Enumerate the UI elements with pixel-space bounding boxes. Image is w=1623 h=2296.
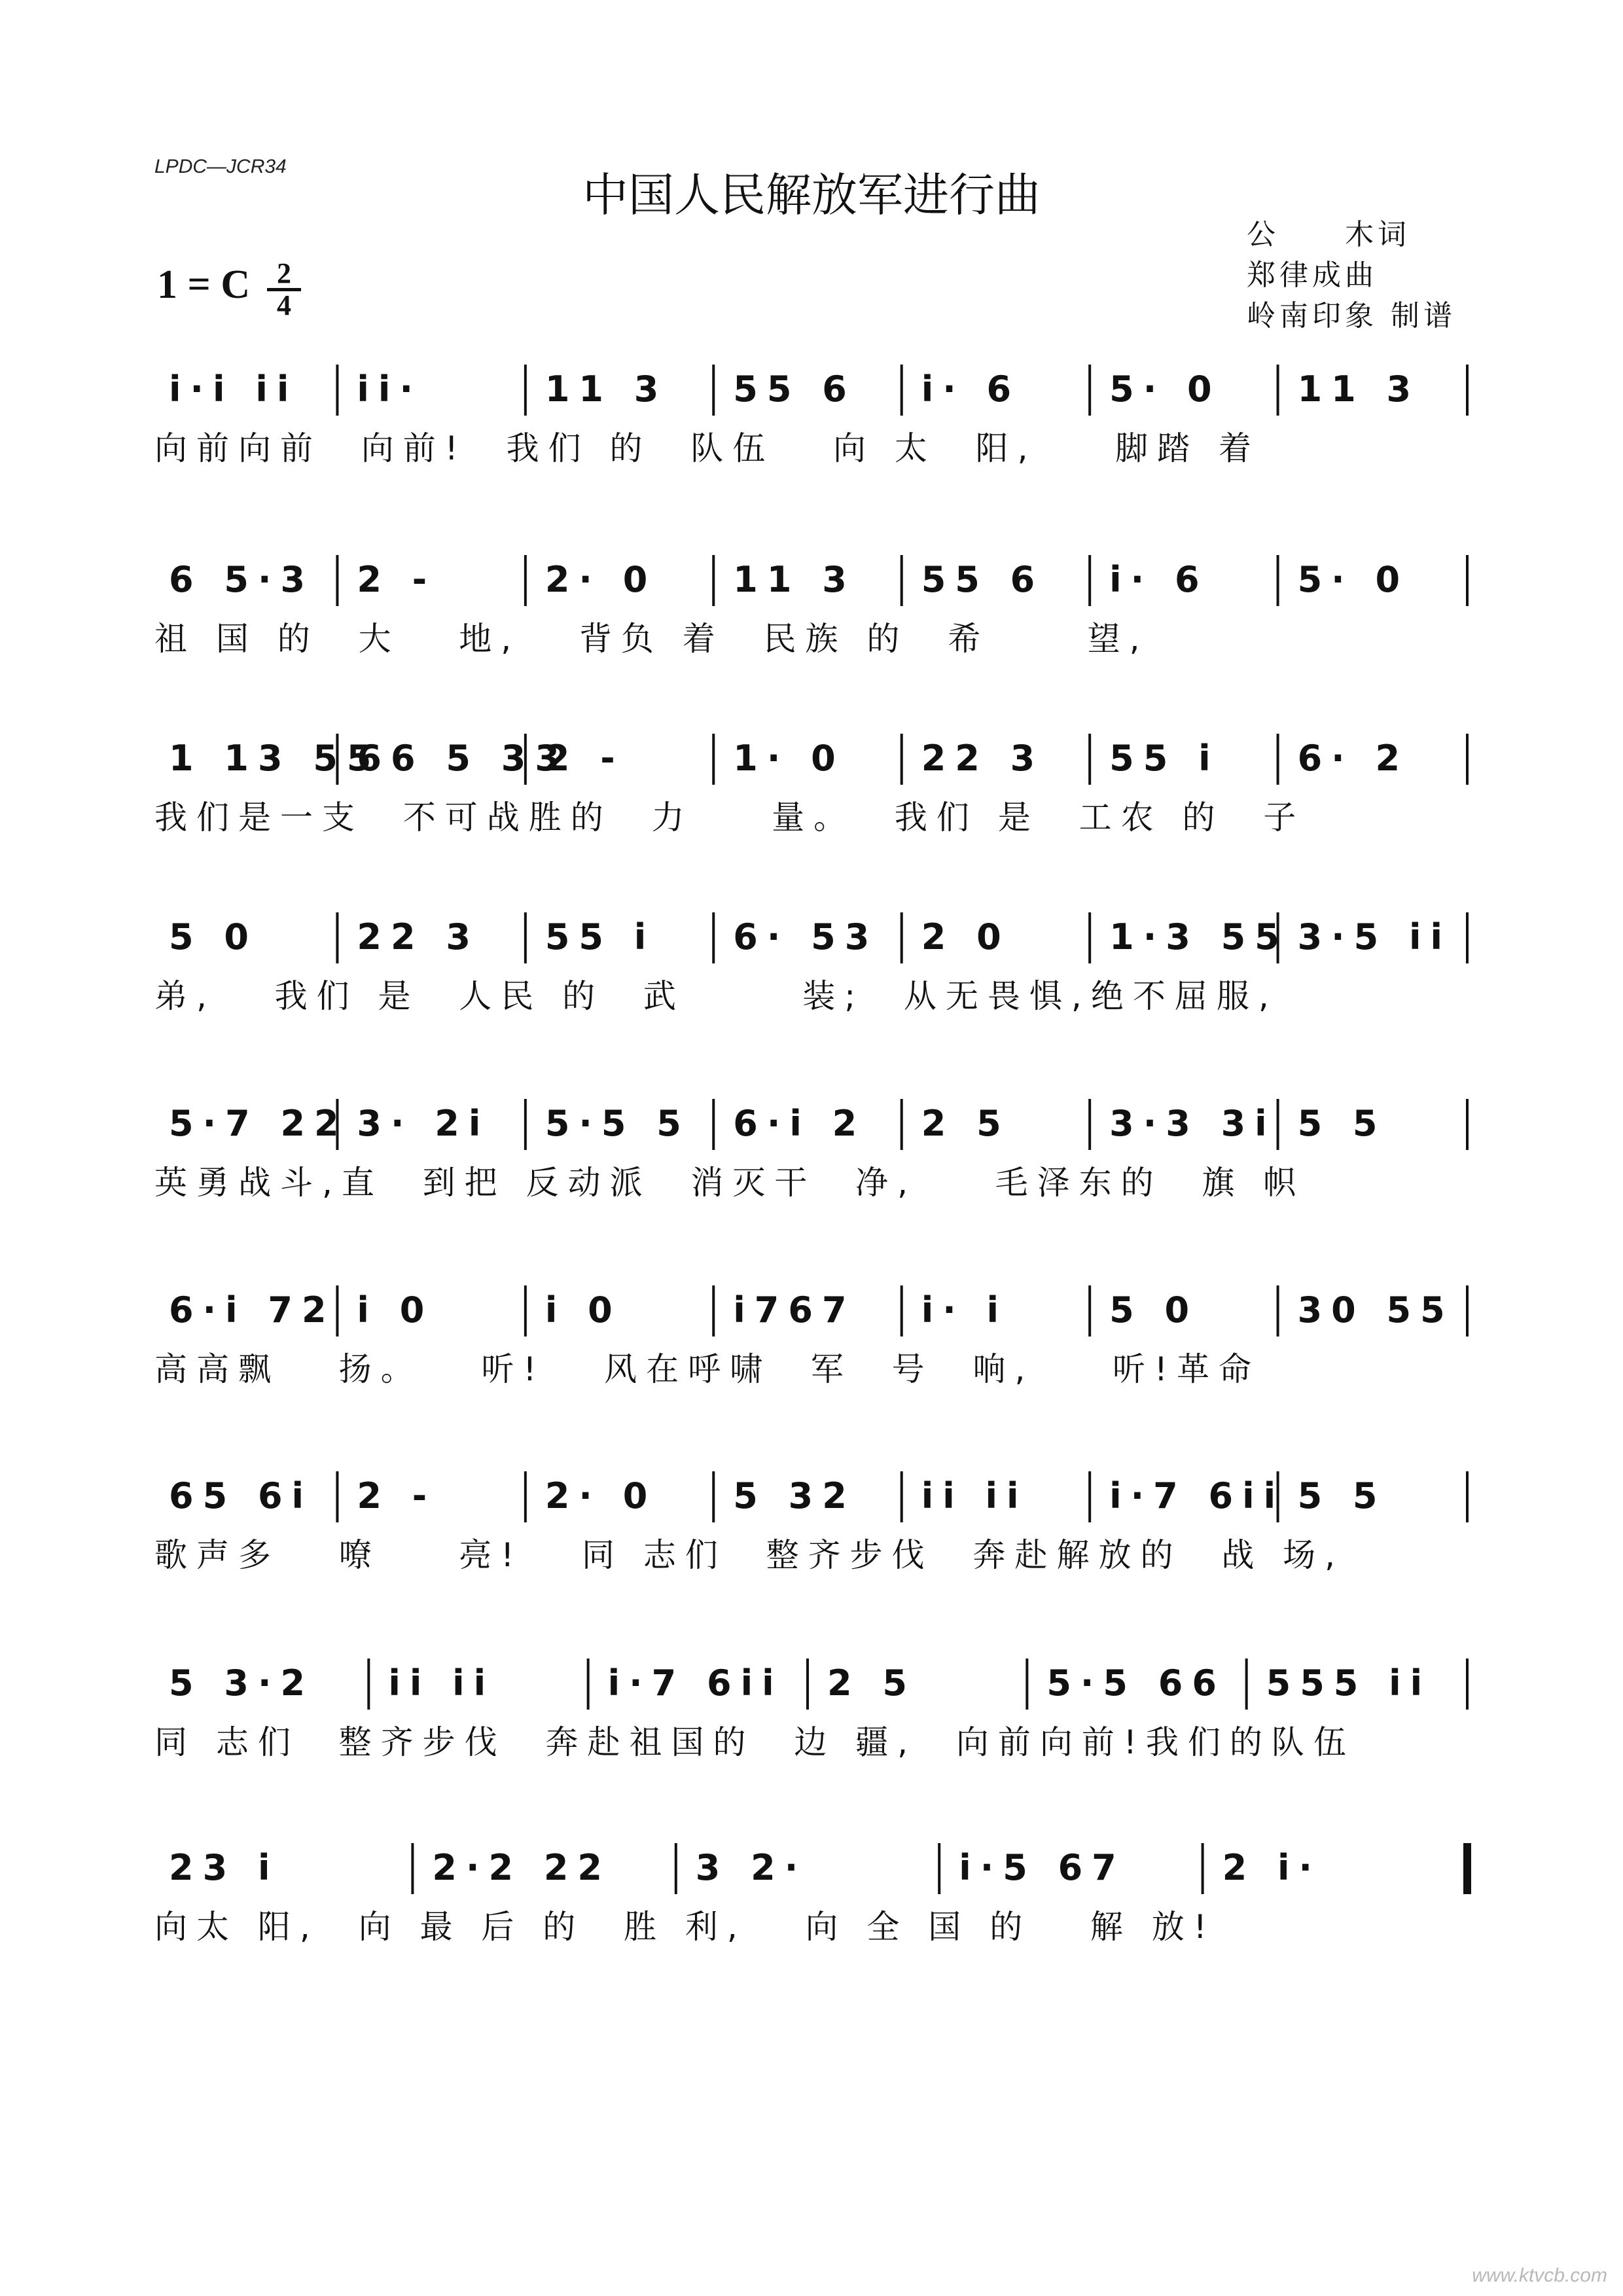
measure-notes: 6·i 72 — [169, 1289, 336, 1331]
lyric-line: 我们是一支 不可战胜的 力 量。 我们 是 工农 的 子 — [154, 798, 1306, 836]
measure-notes: ii ii — [388, 1662, 495, 1704]
measure-notes: 5·5 66 — [1046, 1662, 1226, 1704]
note-row-svg — [154, 1829, 1471, 1907]
note-row-svg — [154, 1457, 1471, 1535]
note-row-svg — [154, 541, 1471, 619]
time-signature-denominator: 4 — [277, 289, 291, 321]
note-row — [154, 1085, 1471, 1163]
measure-notes: 2 0 — [921, 916, 1010, 958]
measure-notes: 3 2· — [695, 1847, 808, 1888]
score-code: LPDC—JCR34 — [154, 156, 287, 177]
note-row — [154, 1644, 1471, 1723]
measure-notes: 2 5 — [827, 1662, 916, 1704]
measure-notes: ii ii — [921, 1475, 1028, 1516]
lyric-line: 歌声多 嘹 亮! 同 志们 整齐步伐 奔赴解放的 战 场, — [154, 1536, 1345, 1574]
measure-notes: 11 3 — [733, 559, 856, 600]
measure-notes: 55 i — [544, 916, 656, 958]
note-row — [154, 719, 1471, 798]
measure-notes: 6·i 2 — [733, 1103, 866, 1144]
measure-notes: i· 6 — [921, 368, 1021, 410]
measure-notes: 3·3 3i — [1109, 1103, 1276, 1144]
lyric-line: 英勇战斗,直 到把 反动派 消灭干 净, 毛泽东的 旗 帜 — [154, 1164, 1306, 1202]
measure-notes: 66 5 33 — [357, 738, 569, 779]
measure-notes: 3·5 ii — [1297, 916, 1452, 958]
measure-notes: 5 32 — [733, 1475, 856, 1516]
measure-notes: 5 0 — [169, 916, 258, 958]
measure-notes: i 0 — [357, 1289, 434, 1331]
measure-notes: 2 - — [357, 1475, 437, 1516]
measure-notes: 22 3 — [357, 916, 480, 958]
note-row — [154, 898, 1471, 977]
measure-notes: 555 ii — [1266, 1662, 1432, 1704]
measure-notes: 23 i — [169, 1847, 279, 1888]
measure-notes: i·7 6ii — [607, 1662, 783, 1704]
measure-notes: 65 6i — [169, 1475, 313, 1516]
measure-notes: ii· — [357, 368, 422, 410]
measure-notes: 6 5·3 — [169, 559, 315, 600]
measure-notes: 55 6 — [921, 559, 1044, 600]
credits — [1247, 215, 1456, 336]
arranger-credit: 岭南印象 制谱 — [1247, 299, 1456, 332]
measure-notes: 5·7 22 — [169, 1103, 348, 1144]
measure-notes: 1 13 55 — [169, 738, 381, 779]
measure-notes: 55 6 — [733, 368, 856, 410]
measure-notes: i· 6 — [1109, 559, 1209, 600]
note-row — [154, 1829, 1471, 1907]
note-row-svg — [154, 1644, 1471, 1723]
measure-notes: i· i — [921, 1289, 1008, 1331]
note-row-svg — [154, 1085, 1471, 1163]
note-row-svg — [154, 1271, 1471, 1350]
measure-notes: 5·5 5 — [544, 1103, 690, 1144]
measure-notes: 5· 0 — [1109, 368, 1221, 410]
measure-notes: 1· 0 — [733, 738, 845, 779]
key-signature: 1 = C — [157, 262, 251, 307]
measure-notes: i·5 67 — [959, 1847, 1126, 1888]
measure-notes: 2 i· — [1222, 1847, 1322, 1888]
time-signature-numerator: 2 — [267, 260, 301, 291]
note-row — [154, 350, 1471, 429]
measure-notes: 6· 2 — [1297, 738, 1410, 779]
note-row-svg — [154, 350, 1471, 429]
measure-notes: i·7 6ii — [1109, 1475, 1285, 1516]
measure-notes: 1·3 55 — [1109, 916, 1289, 958]
note-row-svg — [154, 719, 1471, 798]
lyric-line: 向太 阳, 向 最 后 的 胜 利, 向 全 国 的 解 放! — [154, 1908, 1216, 1946]
measure-notes: 2· 0 — [544, 559, 657, 600]
site-watermark: www.ktvcb.com — [1472, 2265, 1607, 2286]
measure-notes: 5 5 — [1297, 1103, 1387, 1144]
measure-notes: 55 i — [1109, 738, 1220, 779]
time-signature — [267, 257, 301, 321]
measure-notes: 2 - — [357, 559, 437, 600]
lyric-line: 高高飘 扬。 听! 风在呼啸 军 号 响, 听!革命 — [154, 1350, 1260, 1388]
measure-notes: 5 3·2 — [169, 1662, 315, 1704]
measure-notes: 5· 0 — [1297, 559, 1410, 600]
measure-notes: 6· 53 — [733, 916, 879, 958]
measure-notes: 11 3 — [544, 368, 668, 410]
measure-notes: 5 5 — [1297, 1475, 1387, 1516]
note-row — [154, 1457, 1471, 1535]
measure-notes: 2·2 22 — [432, 1847, 612, 1888]
note-row-svg — [154, 898, 1471, 977]
lyric-line: 向前向前 向前! 我们 的 队伍 向 太 阳, 脚踏 着 — [154, 429, 1261, 467]
measure-notes: 3· 2i — [357, 1103, 490, 1144]
measure-notes: 11 3 — [1297, 368, 1421, 410]
measure-notes: 5 0 — [1109, 1289, 1199, 1331]
note-row — [154, 1271, 1471, 1350]
lyric-line: 祖 国 的 大 地, 背负 着 民族 的 希 望, — [154, 620, 1149, 658]
song-title: 中国人民解放军进行曲 — [582, 168, 1041, 222]
measure-notes: 2· 0 — [544, 1475, 657, 1516]
measure-notes: 2 - — [544, 738, 624, 779]
measure-notes: 2 5 — [921, 1103, 1010, 1144]
lyric-line: 弟, 我们 是 人民 的 武 装; 从无畏惧,绝不屈服, — [154, 977, 1278, 1015]
note-row — [154, 541, 1471, 619]
lyricist-credit: 公 木词 — [1247, 218, 1410, 251]
measure-notes: 30 55 — [1297, 1289, 1454, 1331]
measure-notes: 22 3 — [921, 738, 1044, 779]
lyric-line: 同 志们 整齐步伐 奔赴祖国的 边 疆, 向前向前!我们的队伍 — [154, 1723, 1355, 1761]
measure-notes: i767 — [733, 1289, 856, 1331]
measure-notes: i·i ii — [169, 368, 298, 410]
composer-credit: 郑律成曲 — [1247, 259, 1378, 292]
measure-notes: i 0 — [544, 1289, 622, 1331]
